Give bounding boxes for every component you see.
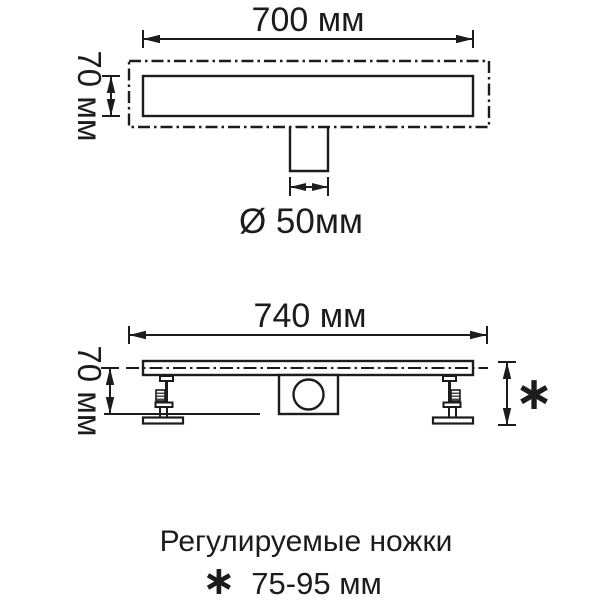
top-height-label: 70 мм [71,50,108,142]
dimension-line-50 [290,177,328,196]
footnote-range: 75-95 мм [251,566,382,600]
adjustable-leg-right [433,376,473,424]
footnote-marker: ∗ [202,559,236,600]
arrowhead-right [456,35,473,43]
top-view-drawing [71,1,489,241]
drain-pipe-outline [290,127,328,171]
arrowhead-up [503,362,511,379]
drain-channel-top [143,76,473,116]
arrowhead-left [290,183,306,191]
arrowhead-down [503,408,511,425]
footnote-range-line [202,559,382,600]
footnote-title: Регулируемые ножки [159,525,453,558]
arrowhead-right [470,331,487,339]
side-view-drawing [71,297,553,437]
side-length-label: 740 мм [253,297,367,335]
arrowhead-left [143,35,160,43]
arrowhead-right [312,183,328,191]
footer-note [160,525,453,600]
top-length-label: 700 мм [251,1,365,39]
arrowhead-left [129,331,146,339]
leg-bracket [160,376,173,381]
leg-foot-web [160,407,167,418]
pipe-diameter-label: Ø 50мм [238,202,364,241]
side-height-label: 70 мм [71,345,108,437]
leg-foot-base [143,418,183,424]
adjustable-leg-left [143,376,183,424]
dimension-line-adjustable-height [498,362,516,425]
siphon-box [279,375,338,414]
adjustable-height-marker: ∗ [514,367,554,419]
